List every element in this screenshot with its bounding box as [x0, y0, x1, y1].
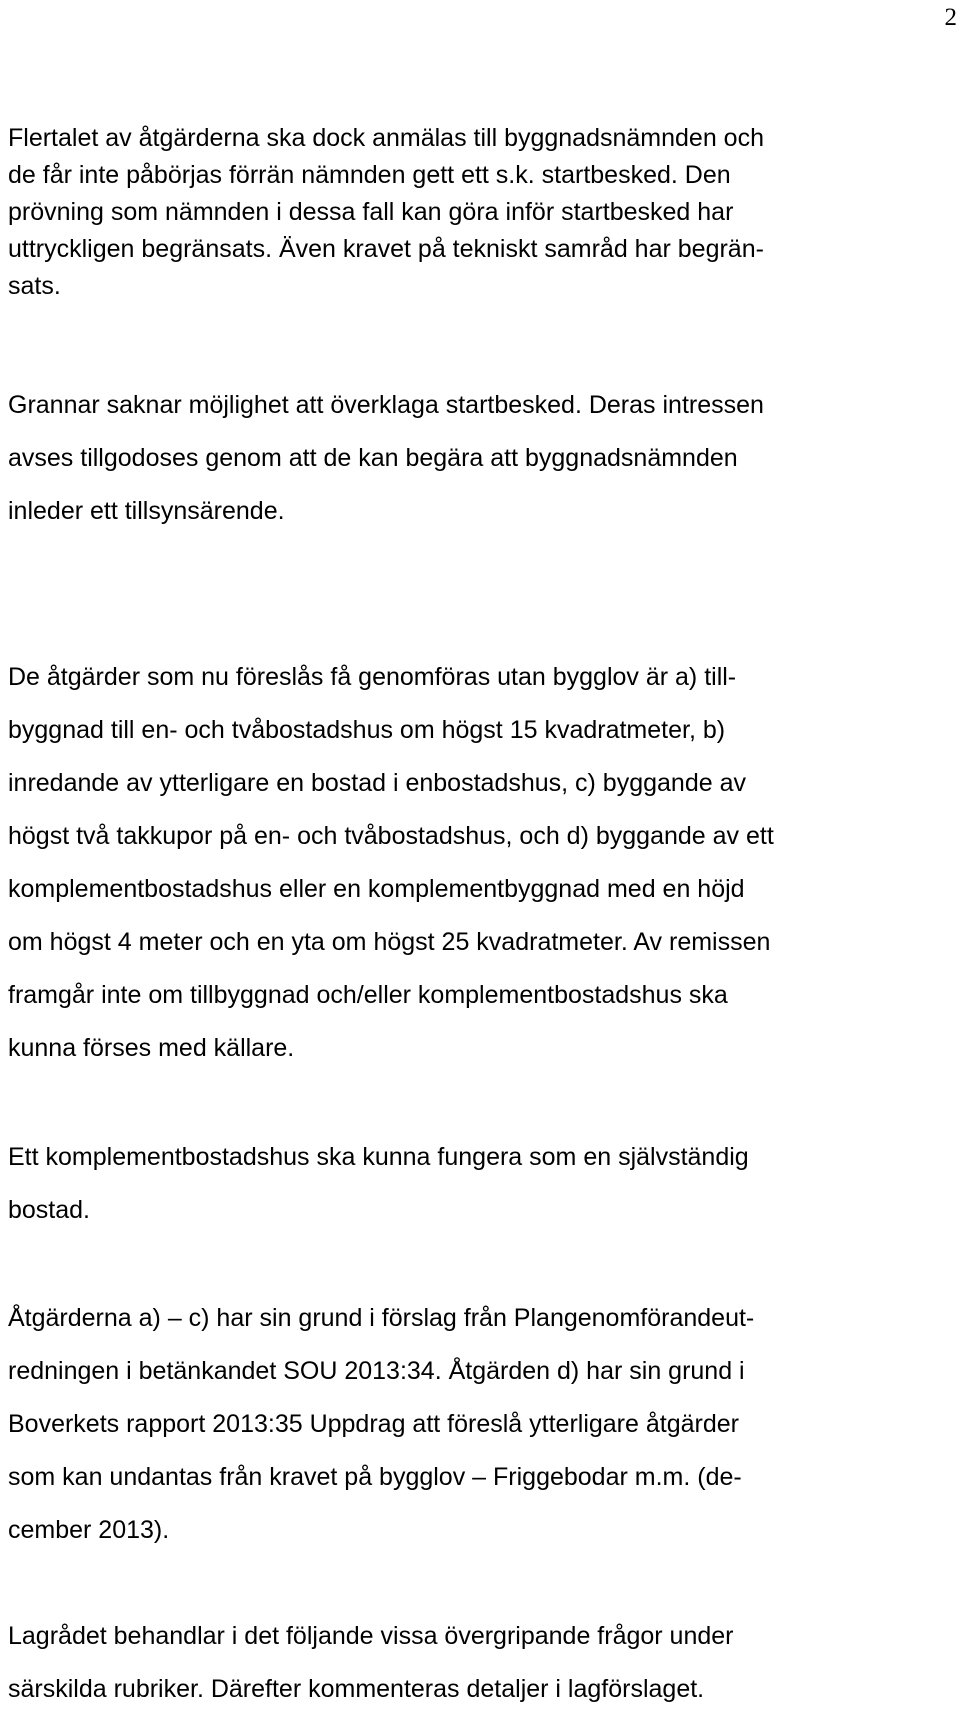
text-line: inleder ett tillsynsärende. — [8, 497, 285, 525]
text-line: kunna förses med källare. — [8, 1034, 295, 1062]
text-line: uttryckligen begränsats. Även kravet på tekniskt samråd har begrän- — [8, 235, 764, 263]
paragraph-council-overview — [8, 1610, 734, 1716]
paragraph-notification-requirement — [8, 120, 764, 305]
text-line: bostad. — [8, 1196, 91, 1224]
text-line: som kan undantas från kravet på bygglov – Friggebodar m.m. (de- — [8, 1463, 742, 1491]
text-line: cember 2013). — [8, 1516, 170, 1544]
text-line: Ett komplementbostadshus ska kunna fungera som en självständig — [8, 1143, 749, 1171]
paragraph-proposed-measures — [8, 651, 774, 1075]
page-number: 2 — [944, 4, 957, 31]
text-line: Flertalet av åtgärderna ska dock anmälas till byggnadsnämnden och — [8, 124, 764, 152]
text-line: prövning som nämnden i dessa fall kan göra inför startbesked har — [8, 198, 734, 226]
text-line: sats. — [8, 272, 61, 300]
paragraph-independent-dwelling — [8, 1131, 749, 1237]
text-line: särskilda rubriker. Därefter kommenteras detaljer i lagförslaget. — [8, 1675, 705, 1703]
text-line: Grannar saknar möjlighet att överklaga startbesked. Deras intressen — [8, 391, 764, 419]
text-line: framgår inte om tillbyggnad och/eller komplementbostadshus ska — [8, 981, 728, 1009]
text-line: de får inte påbörjas förrän nämnden gett ett s.k. startbesked. Den — [8, 161, 731, 189]
text-line: avses tillgodoses genom att de kan begära att byggnadsnämnden — [8, 444, 738, 472]
text-line: De åtgärder som nu föreslås få genomföras utan bygglov är a) till- — [8, 663, 737, 691]
text-line: om högst 4 meter och en yta om högst 25 kvadratmeter. Av remissen — [8, 928, 771, 956]
text-line: högst två takkupor på en- och tvåbostadshus, och d) byggande av ett — [8, 822, 774, 850]
text-line: byggnad till en- och tvåbostadshus om högst 15 kvadratmeter, b) — [8, 716, 726, 744]
text-line: inredande av ytterligare en bostad i enbostadshus, c) byggande av — [8, 769, 746, 797]
text-line: Lagrådet behandlar i det följande vissa övergripande frågor under — [8, 1622, 734, 1650]
text-line: Boverkets rapport 2013:35 Uppdrag att föreslå ytterligare åtgärder — [8, 1410, 739, 1438]
text-line: komplementbostadshus eller en komplementbyggnad med en höjd — [8, 875, 745, 903]
text-line: Åtgärderna a) – c) har sin grund i förslag från Plangenomförandeut- — [8, 1304, 755, 1332]
text-line: redningen i betänkandet SOU 2013:34. Åtgärden d) har sin grund i — [8, 1357, 745, 1385]
paragraph-neighbours-appeal — [8, 379, 764, 538]
paragraph-origin-of-measures — [8, 1292, 754, 1557]
